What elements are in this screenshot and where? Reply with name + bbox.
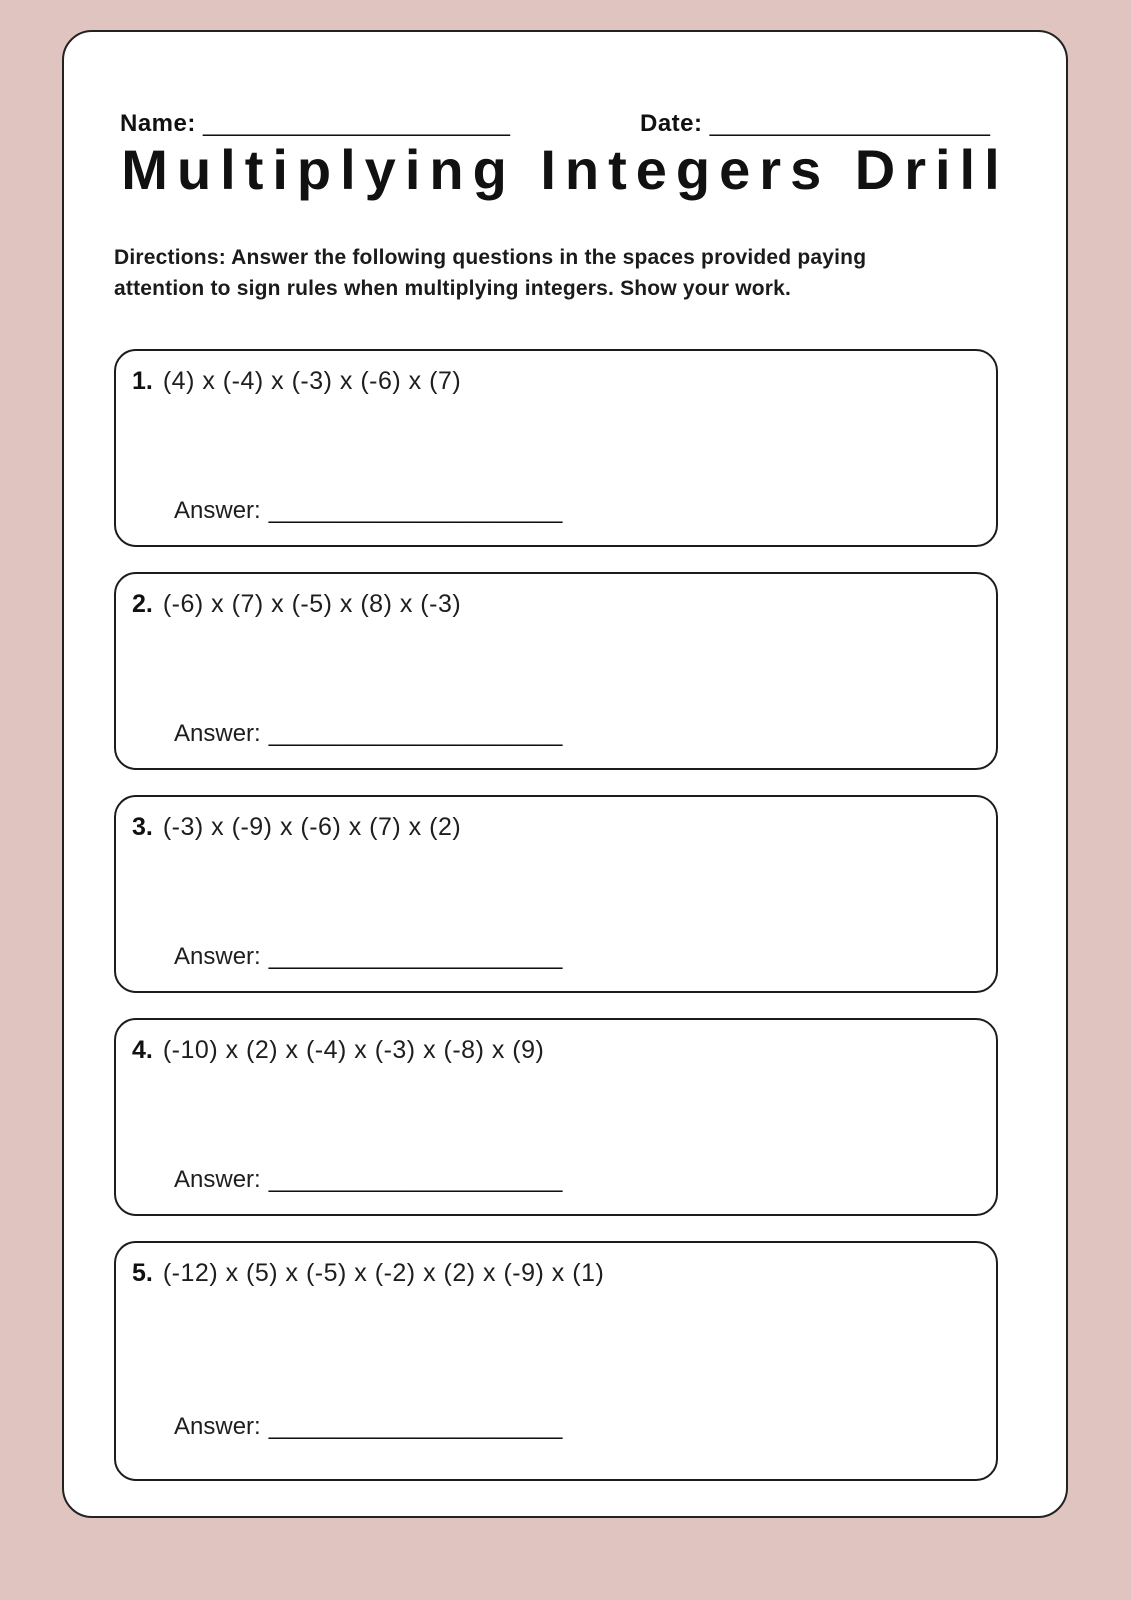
problem-expression: (-10) x (2) x (-4) x (-3) x (-8) x (9) (162, 1036, 545, 1064)
answer-row (174, 497, 562, 525)
answer-blank-line: ______________________ (268, 1166, 563, 1193)
problem-number: 4. (132, 1036, 153, 1064)
worksheet-card (62, 30, 1068, 1518)
answer-blank-line: ______________________ (268, 720, 563, 747)
answer-label: Answer: (174, 497, 261, 524)
date-blank-line: _____________________ (709, 110, 990, 137)
answer-label: Answer: (174, 1166, 261, 1193)
problem-line (132, 367, 461, 396)
name-blank-line: _______________________ (203, 110, 511, 137)
name-label: Name: (120, 110, 196, 137)
answer-blank-line: ______________________ (268, 497, 563, 524)
problem-box-4 (114, 1018, 998, 1216)
problem-number: 3. (132, 813, 153, 841)
problem-box-5 (114, 1241, 998, 1481)
problem-line (132, 590, 461, 619)
problem-box-1 (114, 349, 998, 547)
problem-box-3 (114, 795, 998, 993)
answer-row (174, 720, 562, 748)
problem-box-2 (114, 572, 998, 770)
answer-blank-line: ______________________ (268, 943, 563, 970)
problem-number: 5. (132, 1259, 153, 1287)
date-label: Date: (640, 110, 703, 137)
problem-expression: (4) x (-4) x (-3) x (-6) x (7) (162, 367, 462, 395)
answer-label: Answer: (174, 1413, 261, 1440)
problem-number: 2. (132, 590, 153, 618)
answer-row (174, 1166, 562, 1194)
problem-line (132, 1259, 604, 1288)
answer-row (174, 1413, 562, 1441)
problem-expression: (-12) x (5) x (-5) x (-2) x (2) x (-9) x (1) (162, 1259, 605, 1287)
page-title: Multiplying Integers Drill (121, 138, 1009, 201)
problem-expression: (-3) x (-9) x (-6) x (7) x (2) (162, 813, 462, 841)
date-field (640, 110, 990, 138)
answer-label: Answer: (174, 720, 261, 747)
problem-expression: (-6) x (7) x (-5) x (8) x (-3) (162, 590, 462, 618)
answer-blank-line: ______________________ (268, 1413, 563, 1440)
problem-line (132, 1036, 544, 1065)
problems-list (114, 349, 998, 1506)
problem-line (132, 813, 461, 842)
problem-number: 1. (132, 367, 153, 395)
directions-text: Directions: Answer the following questions in the spaces provided paying attention to sign rules when multiplying integers. Show your work. (114, 246, 867, 301)
answer-label: Answer: (174, 943, 261, 970)
answer-row (174, 943, 562, 971)
name-field (120, 110, 510, 138)
